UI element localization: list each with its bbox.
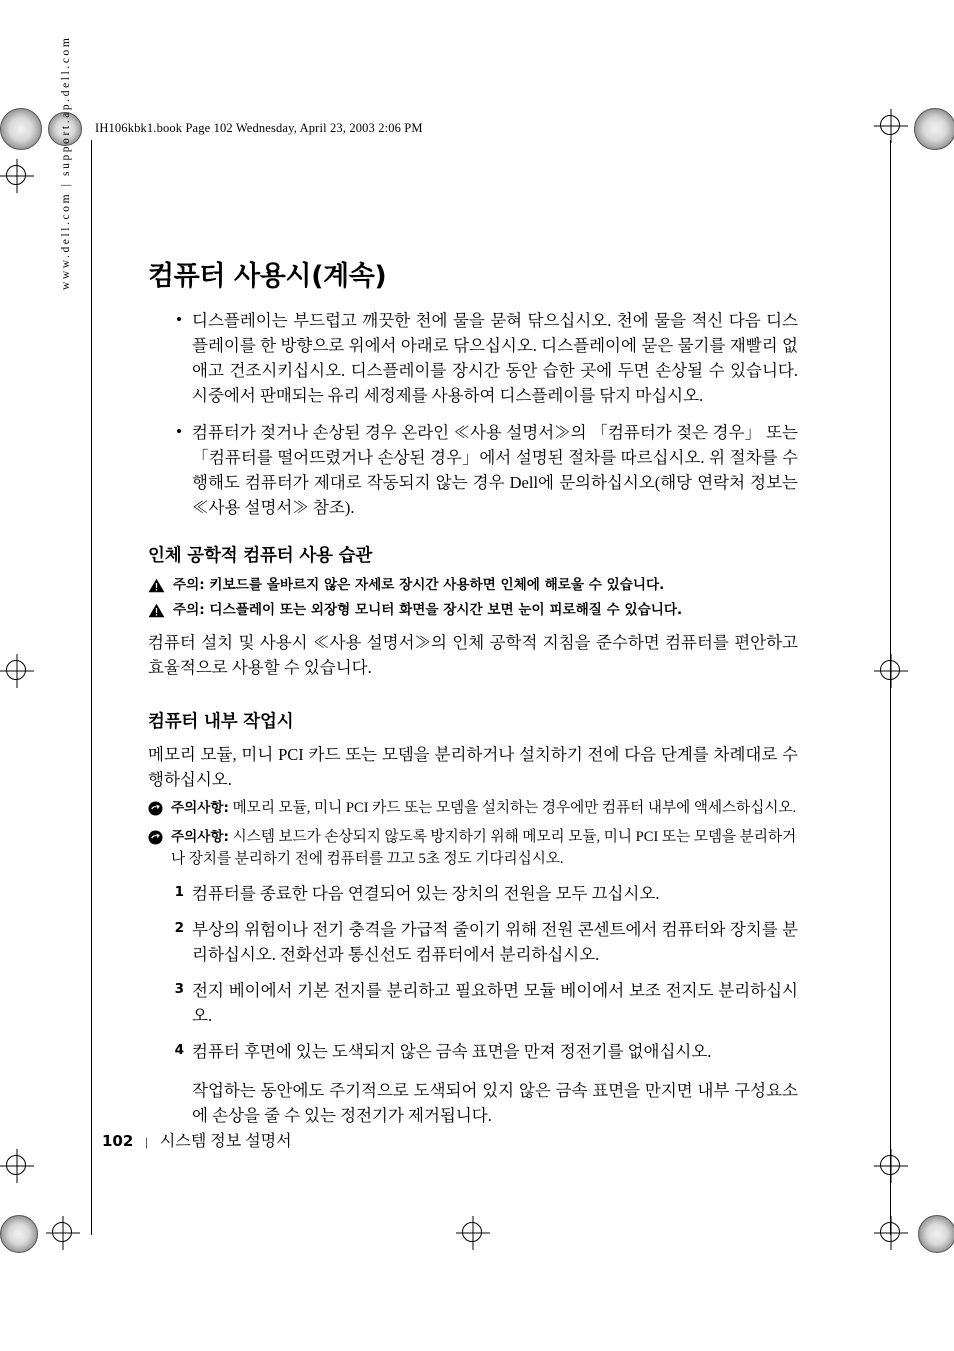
registration-circle-bottom-left	[0, 1215, 38, 1253]
notice-body: 메모리 모듈, 미니 PCI 카드 또는 모뎀을 설치하는 경우에만 컴퓨터 내부에 액세스하십시오.	[228, 800, 797, 817]
notice-row	[148, 798, 798, 821]
step-number: 1	[174, 883, 184, 900]
bullet-list	[148, 308, 798, 521]
footer-doc-title: 시스템 정보 설명서	[159, 1133, 292, 1150]
registration-target-right-middle	[880, 660, 902, 682]
section-heading-inside-computer: 컴퓨터 내부 작업시	[148, 711, 294, 732]
registration-target-left-upper	[6, 165, 28, 187]
registration-target-bottom-center	[462, 1222, 484, 1244]
bullet-dot-icon	[177, 317, 181, 321]
notice-arrow-icon	[148, 801, 163, 821]
registration-target-bottom-left	[52, 1222, 74, 1244]
registration-target-right-lower	[880, 1155, 902, 1177]
registration-circle-top-left	[0, 108, 42, 150]
notice-label: 주의사항:	[171, 800, 229, 817]
footer-page-number: 102	[102, 1132, 134, 1150]
step-text: 컴퓨터를 종료한 다음 연결되어 있는 장치의 전원을 모두 끄십시오.	[192, 883, 660, 903]
numbered-step-list	[148, 881, 798, 1064]
side-url-text: www.dell.com | support.ap.dell.com	[60, 35, 72, 290]
notice-text	[171, 798, 796, 820]
notice-body: 시스템 보드가 손상되지 않도록 방지하기 위해 메모리 모듈, 미니 PCI 또는 모뎀을 분리하거나 장치를 분리하기 전에 컴퓨터를 끄고 5초 정도 기다리십시오.	[171, 829, 797, 867]
bullet-dot-icon	[177, 429, 181, 433]
step-text: 부상의 위험이나 전기 충격을 가급적 줄이기 위해 전원 콘센트에서 컴퓨터와 장치를 분리하십시오. 전화선과 통신선도 컴퓨터에서 분리하십시오.	[192, 919, 798, 964]
warning-triangle-icon	[148, 578, 165, 593]
notice-arrow-icon	[148, 830, 163, 850]
list-item	[148, 917, 798, 967]
caution-text: 주의: 디스플레이 또는 외장형 모니터 화면을 장시간 보면 눈이 피로해질 수 있습니다.	[173, 602, 683, 619]
page-title: 컴퓨터 사용시(계속)	[148, 261, 387, 292]
list-item	[148, 881, 798, 906]
notice-row	[148, 827, 798, 871]
crop-line-right	[890, 140, 891, 1235]
registration-circle-top-right	[914, 108, 954, 150]
ergonomics-body-text: 컴퓨터 설치 및 사용시 ≪사용 설명서≫의 인체 공학적 지침을 준수하면 컴퓨터를 편안하고 효율적으로 사용할 수 있습니다.	[148, 632, 798, 677]
step-number: 3	[174, 981, 184, 998]
list-item	[148, 978, 798, 1028]
crop-line-left	[91, 140, 92, 1235]
notice-label: 주의사항:	[171, 829, 229, 846]
registration-target-left-lower	[6, 1155, 28, 1177]
list-item	[148, 308, 798, 408]
section-heading-ergonomics: 인체 공학적 컴퓨터 사용 습관	[148, 546, 373, 567]
inside-computer-body-text: 메모리 모듈, 미니 PCI 카드 또는 모뎀을 분리하거나 설치하기 전에 다음 단계를 차례대로 수행하십시오.	[148, 744, 798, 789]
footer-separator: |	[145, 1134, 148, 1149]
step-text: 전지 베이에서 기본 전지를 분리하고 필요하면 모듈 베이에서 보조 전지도 분리하십시오.	[192, 981, 798, 1026]
closing-paragraph: 작업하는 동안에도 주기적으로 도색되어 있지 않은 금속 표면을 만지면 내부 구성요소에 손상을 줄 수 있는 정전기가 제거됩니다.	[192, 1081, 798, 1126]
book-file-header: IH106kbk1.book Page 102 Wednesday, April 23, 2003 2:06 PM	[95, 121, 423, 135]
notice-text	[171, 827, 798, 871]
page-content	[148, 262, 798, 1128]
list-item	[148, 1039, 798, 1064]
registration-target-bottom-right	[880, 1222, 902, 1244]
step-number: 2	[174, 919, 184, 936]
page-footer	[102, 1128, 292, 1151]
caution-text: 주의: 키보드를 올바르지 않은 자세로 장시간 사용하면 인체에 해로울 수 있습니다.	[173, 577, 665, 594]
caution-row	[148, 576, 798, 596]
step-text: 컴퓨터 후면에 있는 도색되지 않은 금속 표면을 만져 정전기를 없애십시오.	[192, 1042, 712, 1062]
caution-row	[148, 601, 798, 621]
registration-circle-bottom-right	[918, 1215, 954, 1253]
registration-target-right-upper	[880, 115, 902, 137]
list-item	[148, 420, 798, 520]
registration-target-left-middle	[6, 660, 28, 682]
warning-triangle-icon	[148, 603, 165, 618]
list-item-text: 디스플레이는 부드럽고 깨끗한 천에 물을 묻혀 닦으십시오. 천에 물을 적신 다음 디스플레이를 한 방향으로 위에서 아래로 닦으십시오. 디스플레이에 묻은 물기를 재빨리 없애고 건조시키십시오. 디스플레이를 장시간 동안 습한 곳에 두면 손상될 수 있습니다. 시중에서 판매되는 유리 세정제를 사용하여 디스플레이를 닦지 마십시오.	[192, 310, 798, 405]
step-number: 4	[174, 1042, 184, 1059]
list-item-text: 컴퓨터가 젖거나 손상된 경우 온라인 ≪사용 설명서≫의 「컴퓨터가 젖은 경우」 또는 「컴퓨터를 떨어뜨렸거나 손상된 경우」에서 설명된 절차를 따르십시오. 위 절차를 수행해도 컴퓨터가 제대로 작동되지 않는 경우 Dell에 문의하십시오(해당 연락처 정보는 ≪사용 설명서≫ 참조).	[192, 423, 798, 518]
